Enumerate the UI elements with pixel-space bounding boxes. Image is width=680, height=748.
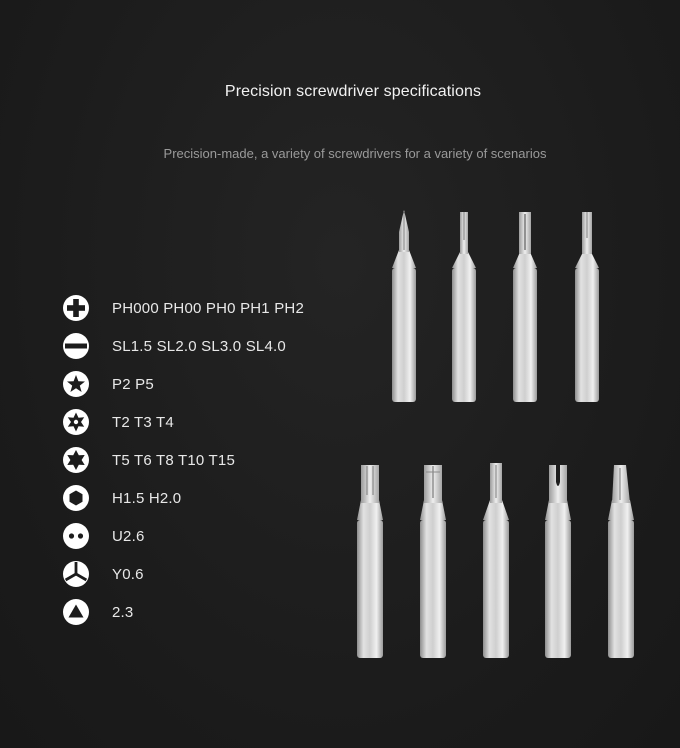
bit-torx-top-2 xyxy=(575,212,599,402)
bit-slotted-bottom xyxy=(483,463,509,658)
spec-label: SL1.5 SL2.0 SL3.0 SL4.0 xyxy=(112,337,286,355)
bit-phillips-bottom xyxy=(420,465,446,658)
spec-label: P2 P5 xyxy=(112,375,154,393)
bit-torx-top xyxy=(452,212,476,402)
spec-label: Y0.6 xyxy=(112,565,144,583)
spec-label: T5 T6 T8 T10 T15 xyxy=(112,451,235,469)
page-title: Precision screwdriver specifications xyxy=(224,83,482,100)
bit-slotted-top xyxy=(513,212,537,402)
spec-label: 2.3 xyxy=(112,603,134,621)
bit-phillips-top xyxy=(392,210,416,402)
bit-slotted-bottom-2 xyxy=(608,465,634,658)
spec-label: U2.6 xyxy=(112,527,145,545)
bit-u-shape-bottom xyxy=(545,465,571,658)
page-subtitle: Precision-made, a variety of screwdrivers for a variety of scenarios xyxy=(163,146,547,161)
spec-label: H1.5 H2.0 xyxy=(112,489,182,507)
spec-label: PH000 PH00 PH0 PH1 PH2 xyxy=(112,299,304,317)
bit-torx-bottom xyxy=(357,465,383,658)
spec-label: T2 T3 T4 xyxy=(112,413,174,431)
